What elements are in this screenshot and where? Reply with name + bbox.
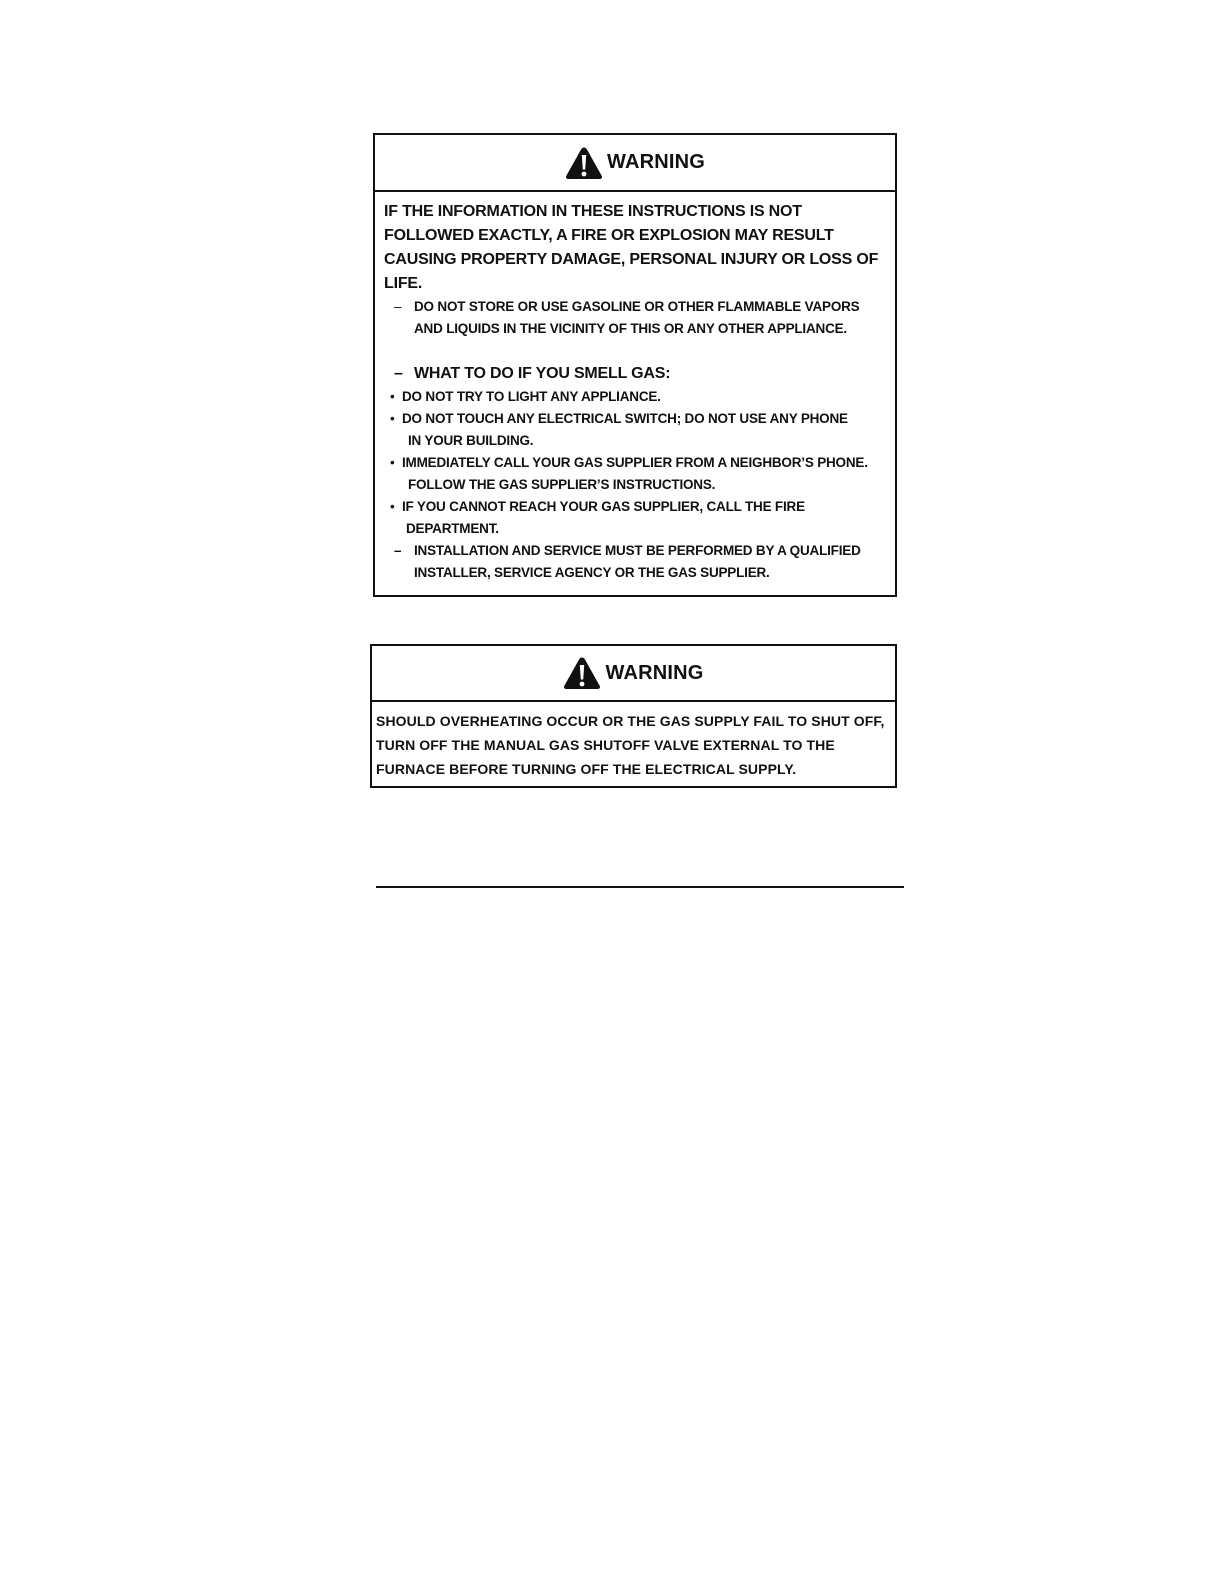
overheating-warning-text: SHOULD OVERHEATING OCCUR OR THE GAS SUPPLY FAIL TO SHUT OFF, TURN OFF THE MANUAL GAS SHUTOFF VALVE EXTERNAL TO THE FURNACE BEFORE TURNING OFF THE ELECTRICAL SUPPLY. [376, 713, 885, 777]
warning-header [375, 135, 895, 192]
warning-intro-text: IF THE INFORMATION IN THESE INSTRUCTIONS IS NOT FOLLOWED EXACTLY, A FIRE OR EXPLOSION MAY RESULT CAUSING PROPERTY DAMAGE, PERSONAL INJURY OR LOSS OF LIFE. [384, 203, 879, 292]
instruction-text: INSTALLATION AND SERVICE MUST BE PERFORMED BY A QUALIFIED INSTALLER, SERVICE AGENCY OR THE GAS SUPPLIER. [414, 543, 861, 580]
instruction-text: DO NOT STORE OR USE GASOLINE OR OTHER FLAMMABLE VAPORS AND LIQUIDS IN THE VICINITY OF THIS OR ANY OTHER APPLIANCE. [414, 299, 860, 336]
instruction-qualified-installer [388, 540, 891, 584]
dash-marker: – [394, 543, 402, 558]
warning-body [372, 702, 895, 781]
bullet-text: IF YOU CANNOT REACH YOUR GAS SUPPLIER, CALL THE FIRE [402, 499, 805, 514]
instruction-smell-gas-heading [388, 362, 891, 386]
bullet-text: IMMEDIATELY CALL YOUR GAS SUPPLIER FROM A NEIGHBOR’S PHONE. [402, 455, 868, 470]
bullet-item-call-fire-dept [390, 496, 891, 540]
warning-title: WARNING [605, 661, 704, 684]
bullet-text-continued: FOLLOW THE GAS SUPPLIER’S INSTRUCTIONS. [408, 477, 716, 492]
horizontal-rule [376, 886, 904, 888]
bullet-marker: • [390, 455, 395, 470]
bullet-text-continued: DEPARTMENT. [406, 521, 499, 536]
bullet-marker: • [390, 499, 395, 514]
warning-header [372, 646, 895, 702]
warning-triangle-icon [565, 146, 603, 180]
bullet-item-call-supplier [390, 452, 891, 496]
bullet-item-no-light [390, 386, 891, 408]
instruction-no-flammables [388, 296, 891, 340]
bullet-text: DO NOT TRY TO LIGHT ANY APPLIANCE. [402, 389, 661, 404]
bullet-marker: • [390, 389, 395, 404]
instruction-text: WHAT TO DO IF YOU SMELL GAS: [414, 365, 671, 382]
warning-triangle-icon [563, 656, 601, 690]
bullet-text: DO NOT TOUCH ANY ELECTRICAL SWITCH; DO NOT USE ANY PHONE [402, 411, 848, 426]
dash-marker: – [394, 365, 403, 382]
bullet-text-continued: IN YOUR BUILDING. [408, 433, 534, 448]
bullet-marker: • [390, 411, 395, 426]
warning-box-gas [373, 133, 897, 597]
bullet-item-no-switch [390, 408, 891, 452]
dash-marker: – [394, 299, 402, 314]
warning-body [375, 192, 895, 584]
warning-title: WARNING [606, 151, 706, 173]
warning-box-overheating [370, 644, 897, 788]
